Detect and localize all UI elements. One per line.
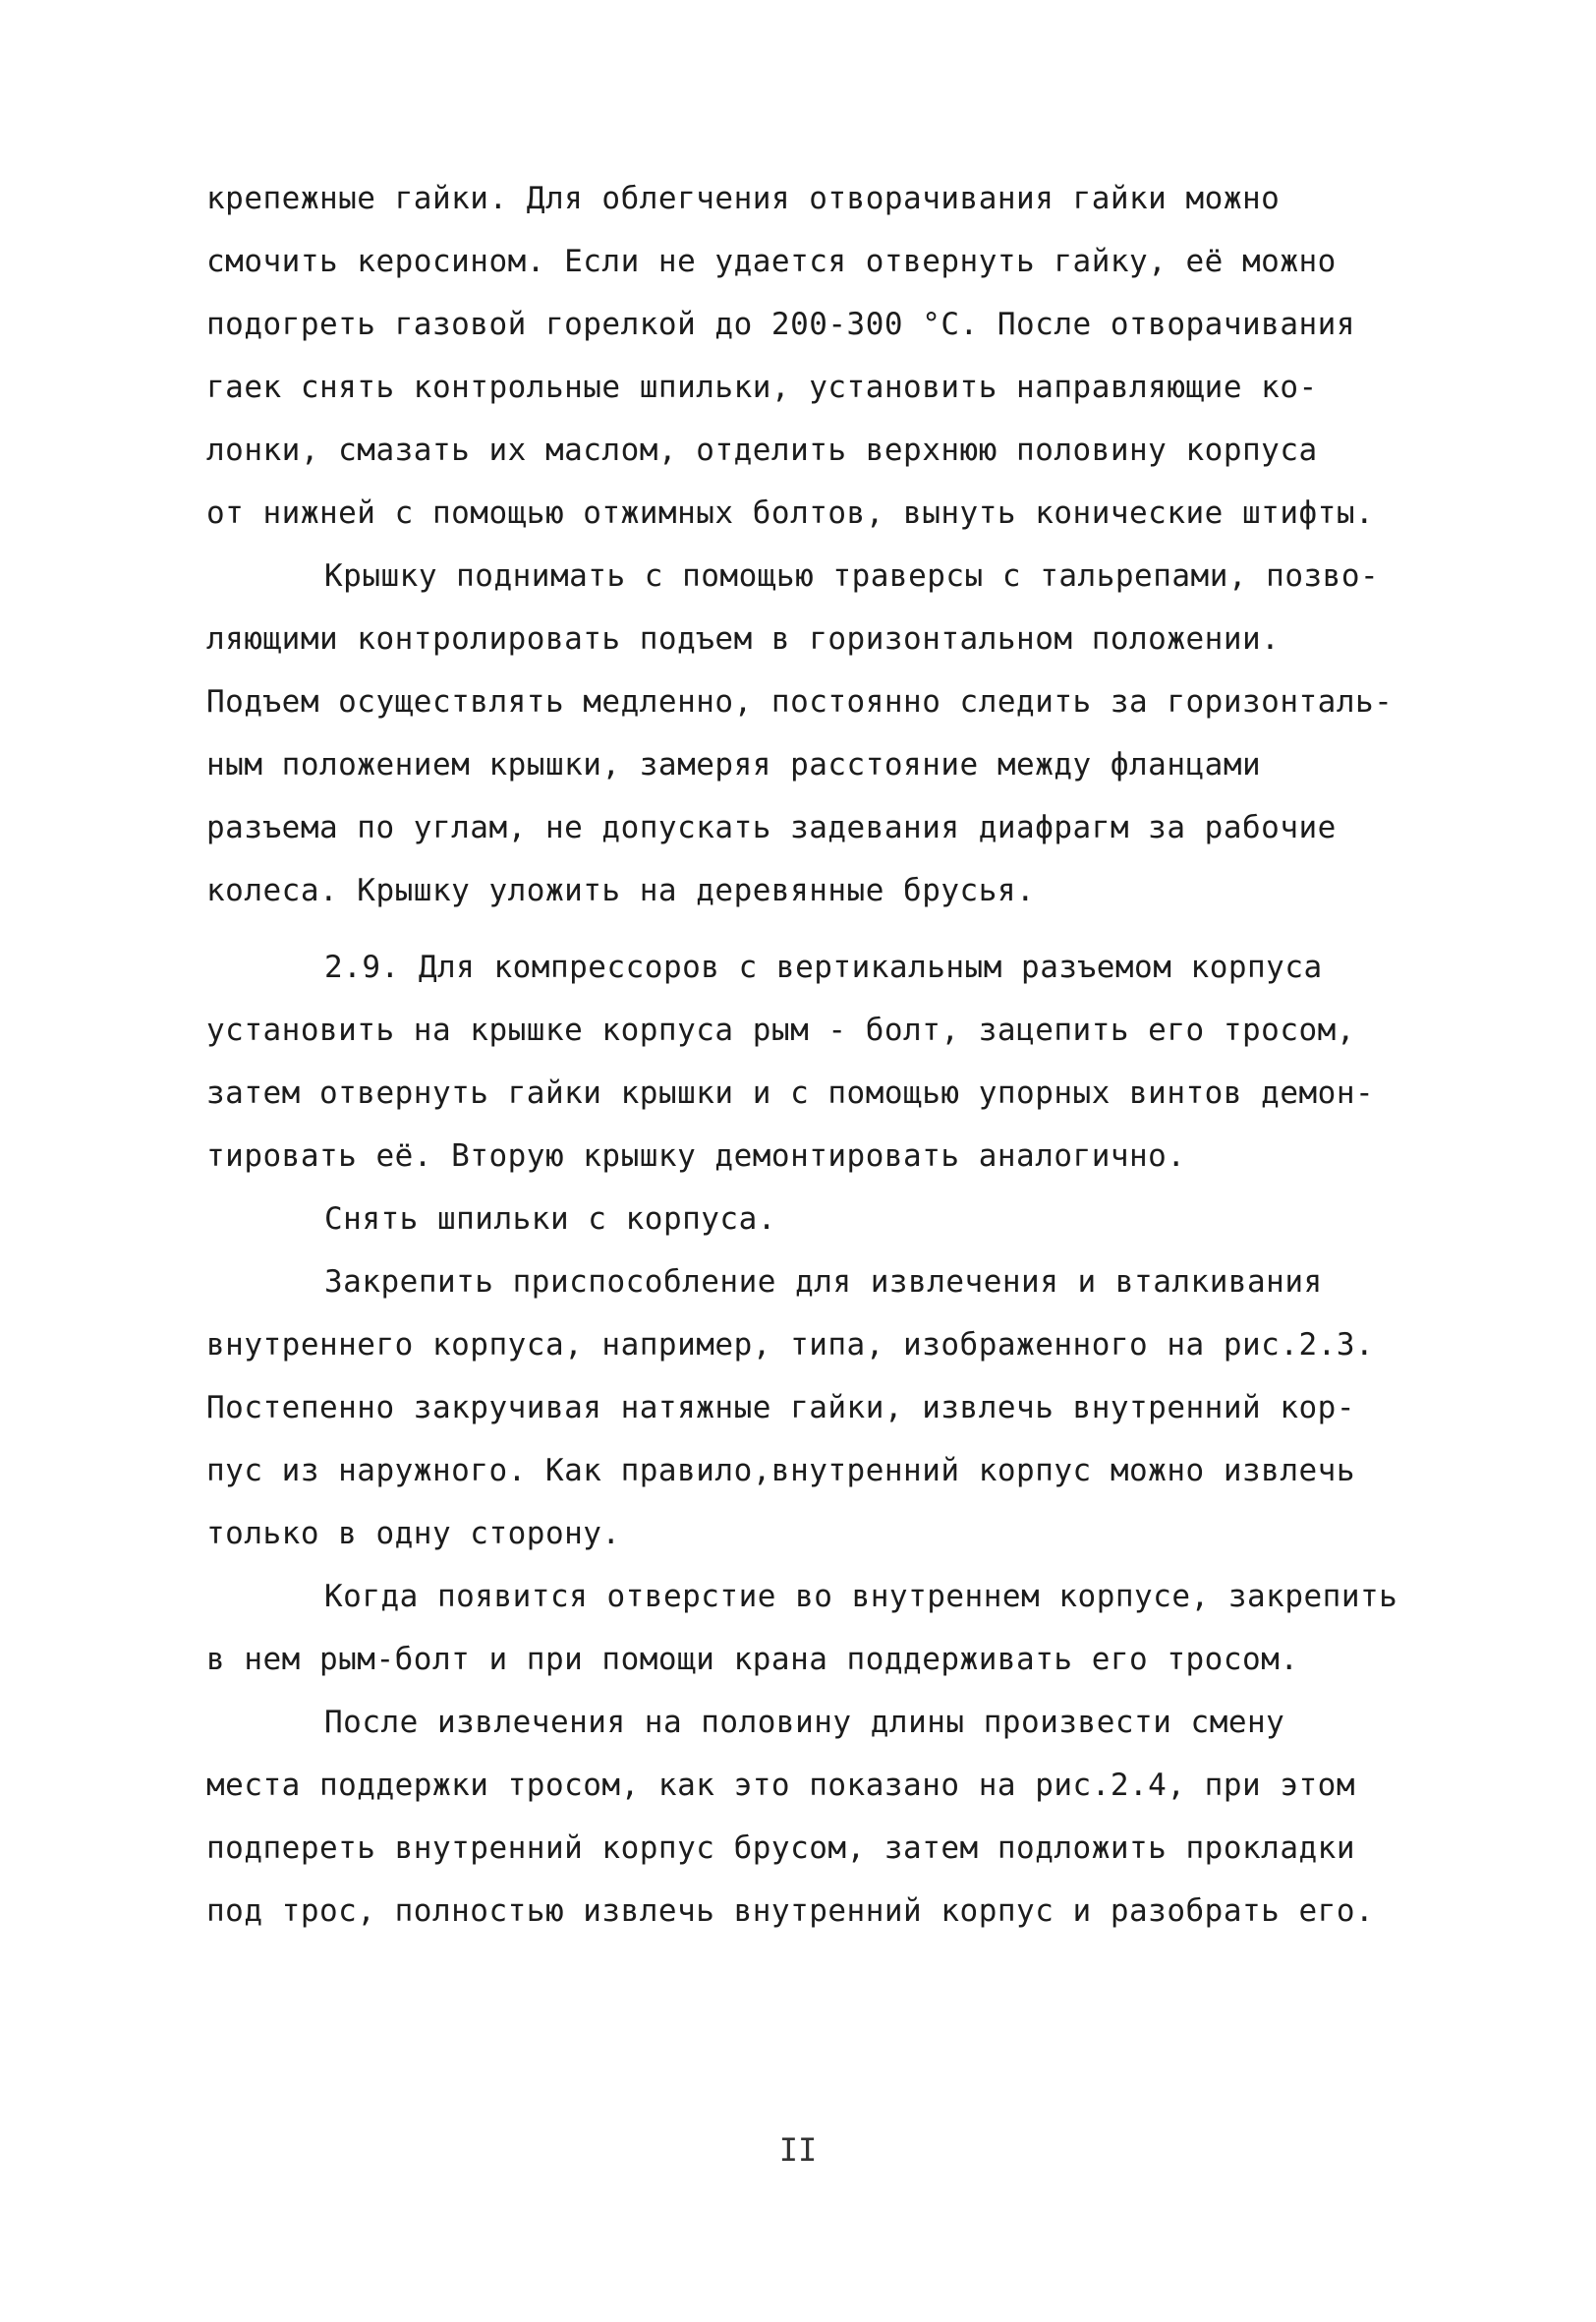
text-line: смочить керосином. Если не удается отвернуть гайку, её можно [206, 244, 1337, 279]
text-line: внутреннего корпуса, например, типа, изображенного на рис.2.3. [206, 1327, 1375, 1363]
text-line: подпереть внутренний корпус брусом, затем подложить прокладки [206, 1830, 1355, 1866]
text-line: в нем рым-болт и при помощи крана поддерживать его тросом. [206, 1642, 1299, 1677]
text-line: только в одну сторону. [206, 1516, 621, 1551]
text-line: тировать её. Вторую крышку демонтировать аналогично. [206, 1138, 1186, 1174]
text-line: под трос, полностью извлечь внутренний корпус и разобрать его. [206, 1893, 1375, 1929]
text-line: затем отвернуть гайки крышки и с помощью упорных винтов демон- [206, 1075, 1375, 1111]
text-line: Закрепить приспособление для извлечения и вталкивания [324, 1264, 1323, 1300]
text-line: Когда появится отверстие во внутреннем корпусе, закрепить [324, 1579, 1398, 1614]
text-line: Подъем осуществлять медленно, постоянно следить за горизонталь- [206, 684, 1394, 720]
text-line: установить на крышке корпуса рым - болт, зацепить его тросом, [206, 1013, 1355, 1048]
text-line: разъема по углам, не допускать задевания диафрагм за рабочие [206, 810, 1337, 845]
text-line: крепежные гайки. Для облегчения отворачивания гайки можно [206, 181, 1281, 216]
text-line: 2.9. Для компрессоров с вертикальным разъемом корпуса [324, 950, 1323, 985]
text-line: ным положением крышки, замеряя расстояние между фланцами [206, 747, 1262, 783]
text-line: лонки, смазать их маслом, отделить верхнюю половину корпуса [206, 433, 1318, 468]
text-line: подогреть газовой горелкой до 200-300 °С. После отворачивания [206, 307, 1355, 342]
text-line: Снять шпильки с корпуса. [324, 1201, 776, 1237]
text-line: Постепенно закручивая натяжные гайки, извлечь внутренний кор- [206, 1390, 1355, 1425]
text-line: колеса. Крышку уложить на деревянные брусья. [206, 873, 1036, 908]
text-line: от нижней с помощью отжимных болтов, вынуть конические штифты. [206, 495, 1375, 531]
text-line: пус из наружного. Как правило,внутренний корпус можно извлечь [206, 1453, 1355, 1488]
text-line: После извлечения на половину длины произвести смену [324, 1705, 1285, 1740]
text-line: места поддержки тросом, как это показано на рис.2.4, при этом [206, 1768, 1355, 1803]
page-number: II [778, 2131, 818, 2169]
text-line: гаек снять контрольные шпильки, установить направляющие ко- [206, 370, 1318, 405]
text-line: ляющими контролировать подъем в горизонтальном положении. [206, 621, 1281, 657]
text-line: Крышку поднимать с помощью траверсы с тальрепами, позво- [324, 558, 1380, 594]
